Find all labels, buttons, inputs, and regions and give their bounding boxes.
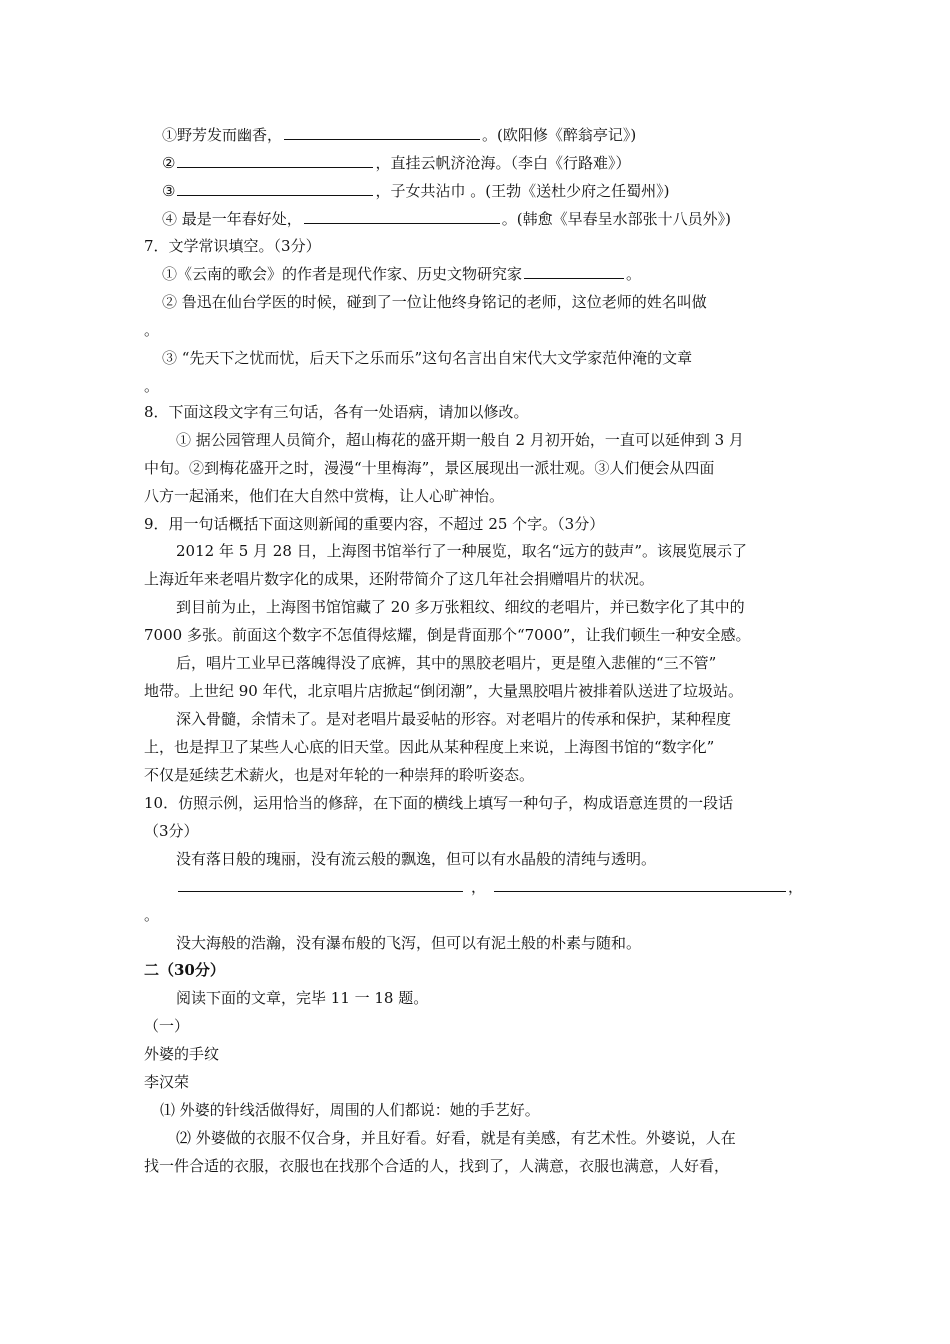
article-paragraph-2-cont: 找一件合适的衣服，衣服也在找那个合适的人，找到了，人满意，衣服也满意，人好看， [144,1157,730,1175]
q9-news-line: 上，也是捍卫了某些人心底的旧天堂。因此从某种程度上来说，上海图书馆的“数字化” [144,738,715,756]
q8-title: 8．下面这段文字有三句话，各有一处语病，请加以修改。 [144,403,529,421]
poem-line-3 [162,181,669,201]
q7-item-2: ② 鲁迅在仙台学医的时候，碰到了一位让他终身铭记的老师，这位老师的姓名叫做 [162,293,707,311]
poem-text: ①野芳发而幽香， [162,126,283,144]
q9-news-line: 深入骨髓，余情未了。是对老唱片最妥帖的形容。对老唱片的传承和保护，某种程度 [176,710,732,728]
poem-text: ④ 最是一年春好处， [162,210,302,228]
q10-example-2: 没大海般的浩瀚，没有瀑布般的飞泻，但可以有泥土般的朴素与随和。 [176,934,642,952]
answer-blank[interactable] [178,877,463,892]
answer-blank[interactable] [177,153,373,168]
q10-example-1: 没有落日般的瑰丽，没有流云般的飘逸，但可以有水晶般的清纯与透明。 [176,850,657,868]
poem-source: 。(韩愈《早春呈水部张十八员外》) [501,210,731,228]
poem-line-2 [162,153,630,173]
answer-blank[interactable] [177,181,373,196]
answer-blank[interactable] [284,125,480,140]
q9-news-line: 不仅是延续艺术薪火，也是对年轮的一种崇拜的聆听姿态。 [144,766,535,784]
q10-period: 。 [144,906,160,924]
q7-item-2-end: 。 [144,321,160,339]
q10-comma: ， [471,878,487,896]
q10-comma: ， [788,878,804,896]
poem-text: ② [162,154,176,172]
poem-line-4 [162,209,731,229]
q8-paragraph-line: ① 据公园管理人员简介，超山梅花的盛开期一般自 2 月初开始，一直可以延伸到 3 月 [176,431,744,449]
answer-blank[interactable] [304,209,500,224]
section-2-part: （一） [144,1017,190,1035]
q10-blank-line [176,877,803,897]
article-paragraph-1: ⑴ 外婆的针线活做得好，周围的人们都说：她的手艺好。 [160,1101,540,1119]
poem-source: ，直挂云帆济沧海。（李白《行路难》） [375,154,631,172]
q9-news-line: 后，唱片工业早已落魄得没了底裤，其中的黑胶老唱片，更是堕入悲催的“三不管” [176,654,717,672]
q9-news-line: 地带。上世纪 90 年代，北京唱片店掀起“倒闭潮”，大量黑胶唱片被排着队送进了垃圾站。 [144,682,743,700]
article-author: 李汉荣 [144,1073,190,1091]
article-paragraph-2: ⑵ 外婆做的衣服不仅合身，并且好看。好看，就是有美感，有艺术性。外婆说，人在 [176,1129,736,1147]
q9-news-line: 到目前为止，上海图书馆馆藏了 20 多万张粗纹、细纹的老唱片，并已数字化了其中的 [176,598,745,616]
section-2-title: 二（30分） [144,961,225,979]
q9-news-line: 上海近年来老唱片数字化的成果，还附带简介了这几年社会捐赠唱片的状况。 [144,570,655,588]
article-title: 外婆的手纹 [144,1045,220,1063]
q9-title: 9．用一句话概括下面这则新闻的重要内容，不超过 25 个字。（3分） [144,515,605,533]
answer-blank[interactable] [494,877,786,892]
q8-paragraph-line: 八方一起涌来，他们在大自然中赏梅，让人心旷神怡。 [144,487,505,505]
q10-title: 10．仿照示例，运用恰当的修辞，在下面的横线上填写一种句子，构成语意连贯的一段话 [144,794,734,812]
section-2-instruction: 阅读下面的文章，完毕 11 一 18 题。 [176,989,429,1007]
q7-item-3-end: 。 [144,377,160,395]
q7-title: 7．文学常识填空。（3分） [144,237,321,255]
q7-item-1 [162,264,641,284]
poem-source: ，子女共沾巾 。(王勃《送杜少府之任蜀州》) [375,182,670,200]
q9-news-line: 7000 多张。前面这个数字不怎值得炫耀，倒是背面那个“7000”，让我们顿生一种安全感。 [144,626,751,644]
q10-score: （3分） [144,822,199,840]
poem-source: 。(欧阳修《醉翁亭记》) [482,126,637,144]
q8-paragraph-line: 中旬。②到梅花盛开之时，漫漫“十里梅海”，景区展现出一派壮观。③人们便会从四面 [144,459,715,477]
q7-text: 。 [626,265,642,283]
q9-news-line: 2012 年 5 月 28 日，上海图书馆举行了一种展览，取名“远方的鼓声”。该展览展示了 [176,542,747,560]
q7-item-3: ③ “先天下之忧而忧，后天下之乐而乐”这句名言出自宋代大文学家范仲淹的文章 [162,349,693,367]
poem-text: ③ [162,182,176,200]
poem-line-1 [162,125,636,145]
q7-text: ①《云南的歌会》的作者是现代作家、历史文物研究家 [162,265,523,283]
answer-blank[interactable] [524,264,624,279]
